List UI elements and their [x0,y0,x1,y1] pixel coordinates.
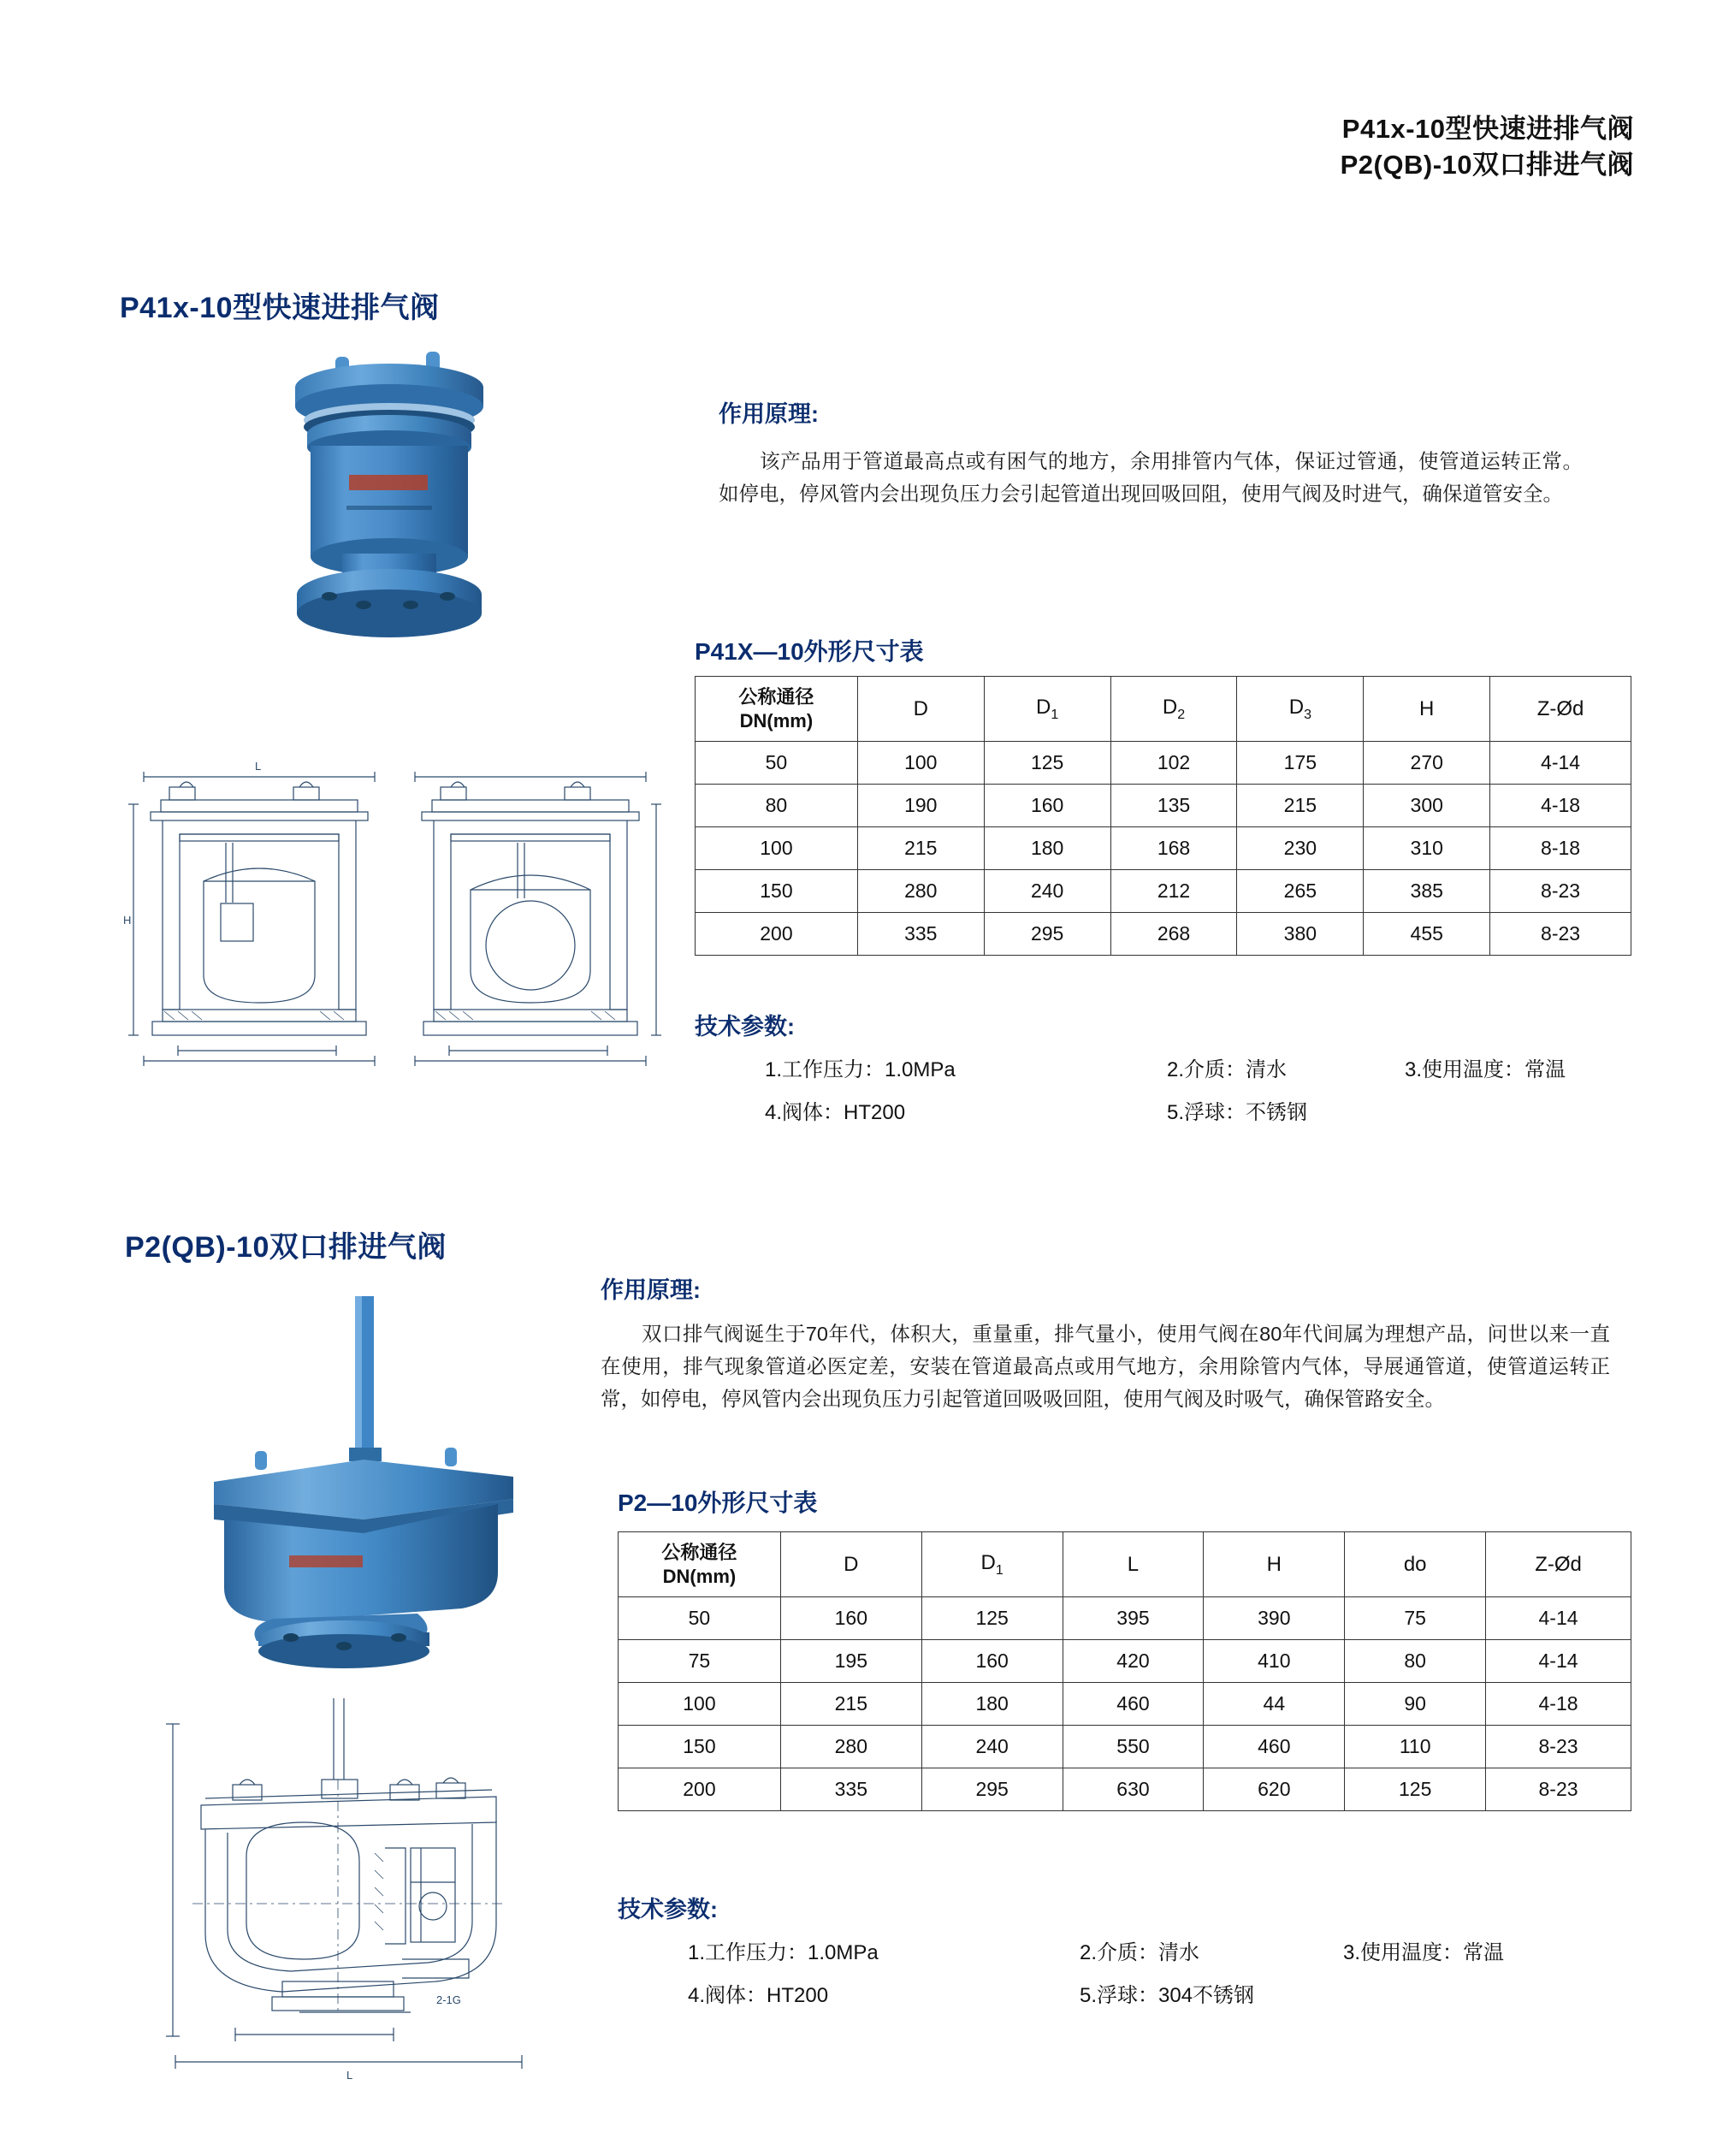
th-d1: $D_1$ [921,1532,1063,1597]
cell: 385 [1364,870,1490,913]
cell: 160 [780,1597,921,1640]
cell: 240 [921,1726,1063,1768]
cell: 90 [1345,1683,1486,1726]
cell: 180 [921,1683,1063,1726]
section2-principle-text: 双口排气阀诞生于70年代，体积大，重量重，排气量小，使用气阀在80年代间属为理想产品，问世以来一直在使用，排气现象管道必医定差，安装在管道最高点或用气地方，余用除管内气体，导展通管道，使管道运转正常，如停电，停风管内会出现负压力引起管道回吸吸回阻，使用气阀及时吸气，确保管路安全。 [601,1323,1610,1411]
th-d: D [780,1532,921,1597]
cell: 395 [1063,1597,1204,1640]
cell: 630 [1063,1768,1204,1811]
table-row [696,785,1631,827]
cell: 460 [1204,1726,1345,1768]
tech-param: 2.介质：清水 [1080,1941,1200,1964]
cell: 8-18 [1490,827,1631,870]
section1-title: P41x-10型快速进排气阀 [120,292,440,324]
table-row [619,1597,1631,1640]
dimension-table-p41x [695,676,1631,956]
svg-text:H: H [123,914,132,927]
cell: 8-23 [1490,870,1631,913]
valve-photo-p2qb [145,1283,573,1668]
cell: 335 [857,913,984,956]
cell: 44 [1204,1683,1345,1726]
technical-drawing-p2qb [154,1677,556,2088]
cell: 50 [619,1597,781,1640]
th-zd: Z-Ød [1486,1532,1631,1597]
tech-param: 5.浮球：304不锈钢 [1080,1984,1255,2007]
th-dn: 公称通径 DN(mm) [619,1532,781,1597]
section2-table-title: P2—10外形尺寸表 [618,1490,818,1516]
cell: 280 [857,870,984,913]
cell: 215 [857,827,984,870]
drawing-label-2-1g: 2-1G [436,1993,461,2006]
cell: 230 [1237,827,1364,870]
cell: 180 [984,827,1110,870]
th-d3: $D_3$ [1237,677,1364,742]
tech-param: 3.使用温度：常温 [1405,1058,1566,1081]
technical-drawing-p41x-left [118,753,400,1078]
section2-tech-label: 技术参数: [618,1897,718,1922]
cell: 4-14 [1486,1640,1631,1683]
th-h: H [1364,677,1490,742]
cell: 80 [1345,1640,1486,1683]
section1-table-title: P41X—10外形尺寸表 [695,638,924,665]
tech-param: 1.工作压力：1.0MPa [765,1058,956,1081]
cell: 268 [1110,913,1237,956]
cell: 125 [921,1597,1063,1640]
section2-principle-label: 作用原理: [601,1277,701,1303]
cell: 300 [1364,785,1490,827]
cell: 150 [696,870,858,913]
page-header [1341,111,1634,183]
th-zd: Z-Ød [1490,677,1631,742]
cell: 270 [1364,742,1490,785]
cell: 80 [696,785,858,827]
cell: 135 [1110,785,1237,827]
th-d1: $D_1$ [984,677,1110,742]
cell: 200 [619,1768,781,1811]
cell: 160 [984,785,1110,827]
cell: 160 [921,1640,1063,1683]
tech-param: 2.介质：清水 [1167,1058,1288,1081]
dimension-table-p2 [618,1531,1631,1811]
cell: 4-14 [1486,1597,1631,1640]
table-row [696,870,1631,913]
tech-param: 5.浮球：不锈钢 [1167,1101,1308,1124]
cell: 455 [1364,913,1490,956]
th-d2: $D_2$ [1110,677,1237,742]
cell: 8-23 [1490,913,1631,956]
table-row [619,1768,1631,1811]
th-d: D [857,677,984,742]
cell: 100 [619,1683,781,1726]
table-row [696,913,1631,956]
cell: 390 [1204,1597,1345,1640]
header-line-2: P2(QB)-10双口排进气阀 [1340,149,1634,180]
cell: 380 [1237,913,1364,956]
section1-principle-text: 该产品用于管道最高点或有困气的地方，余用排管内气体，保证过管通，使管道运转正常。如停电，停风管内会出现负压力会引起管道出现回吸回阻，使用气阀及时进气，确保道管安全。 [719,450,1583,506]
section2-title: P2(QB)-10双口排进气阀 [125,1231,447,1264]
table-row [619,1726,1631,1768]
cell: 215 [1237,785,1364,827]
section1-principle-label: 作用原理: [719,401,819,427]
cell: 280 [780,1726,921,1768]
cell: 212 [1110,870,1237,913]
cell: 100 [857,742,984,785]
cell: 335 [780,1768,921,1811]
valve-photo-p41x [240,338,548,714]
cell: 175 [1237,742,1364,785]
table-row [696,827,1631,870]
table-header-row [696,677,1631,742]
th-dn: 公称通径 DN(mm) [696,677,858,742]
cell: 125 [984,742,1110,785]
technical-drawing-p41x-right [389,753,672,1078]
header-line-1: P41x-10型快速进排气阀 [1341,114,1634,144]
cell: 195 [780,1640,921,1683]
table-row [696,742,1631,785]
cell: 4-18 [1486,1683,1631,1726]
cell: 420 [1063,1640,1204,1683]
cell: 100 [696,827,858,870]
th-do: do [1345,1532,1486,1597]
cell: 102 [1110,742,1237,785]
table-header-row [619,1532,1631,1597]
cell: 295 [984,913,1110,956]
table-row [619,1640,1631,1683]
cell: 265 [1237,870,1364,913]
svg-text:L: L [255,760,262,773]
tech-param: 4.阀体：HT200 [688,1984,829,2007]
th-h: H [1204,1532,1345,1597]
cell: 125 [1345,1768,1486,1811]
cell: 4-14 [1490,742,1631,785]
cell: 168 [1110,827,1237,870]
cell: 295 [921,1768,1063,1811]
cell: 75 [1345,1597,1486,1640]
cell: 550 [1063,1726,1204,1768]
cell: 4-18 [1490,785,1631,827]
cell: 215 [780,1683,921,1726]
cell: 310 [1364,827,1490,870]
cell: 8-23 [1486,1726,1631,1768]
cell: 240 [984,870,1110,913]
cell: 620 [1204,1768,1345,1811]
cell: 410 [1204,1640,1345,1683]
cell: 75 [619,1640,781,1683]
section1-tech-label: 技术参数: [695,1014,795,1040]
cell: 200 [696,913,858,956]
svg-text:L: L [346,2069,353,2082]
cell: 110 [1345,1726,1486,1768]
tech-param: 1.工作压力：1.0MPa [688,1941,879,1964]
tech-param: 3.使用温度：常温 [1343,1941,1505,1964]
cell: 150 [619,1726,781,1768]
cell: 8-23 [1486,1768,1631,1811]
table-row [619,1683,1631,1726]
tech-param: 4.阀体：HT200 [765,1101,906,1124]
th-l: L [1063,1532,1204,1597]
cell: 190 [857,785,984,827]
cell: 460 [1063,1683,1204,1726]
cell: 50 [696,742,858,785]
